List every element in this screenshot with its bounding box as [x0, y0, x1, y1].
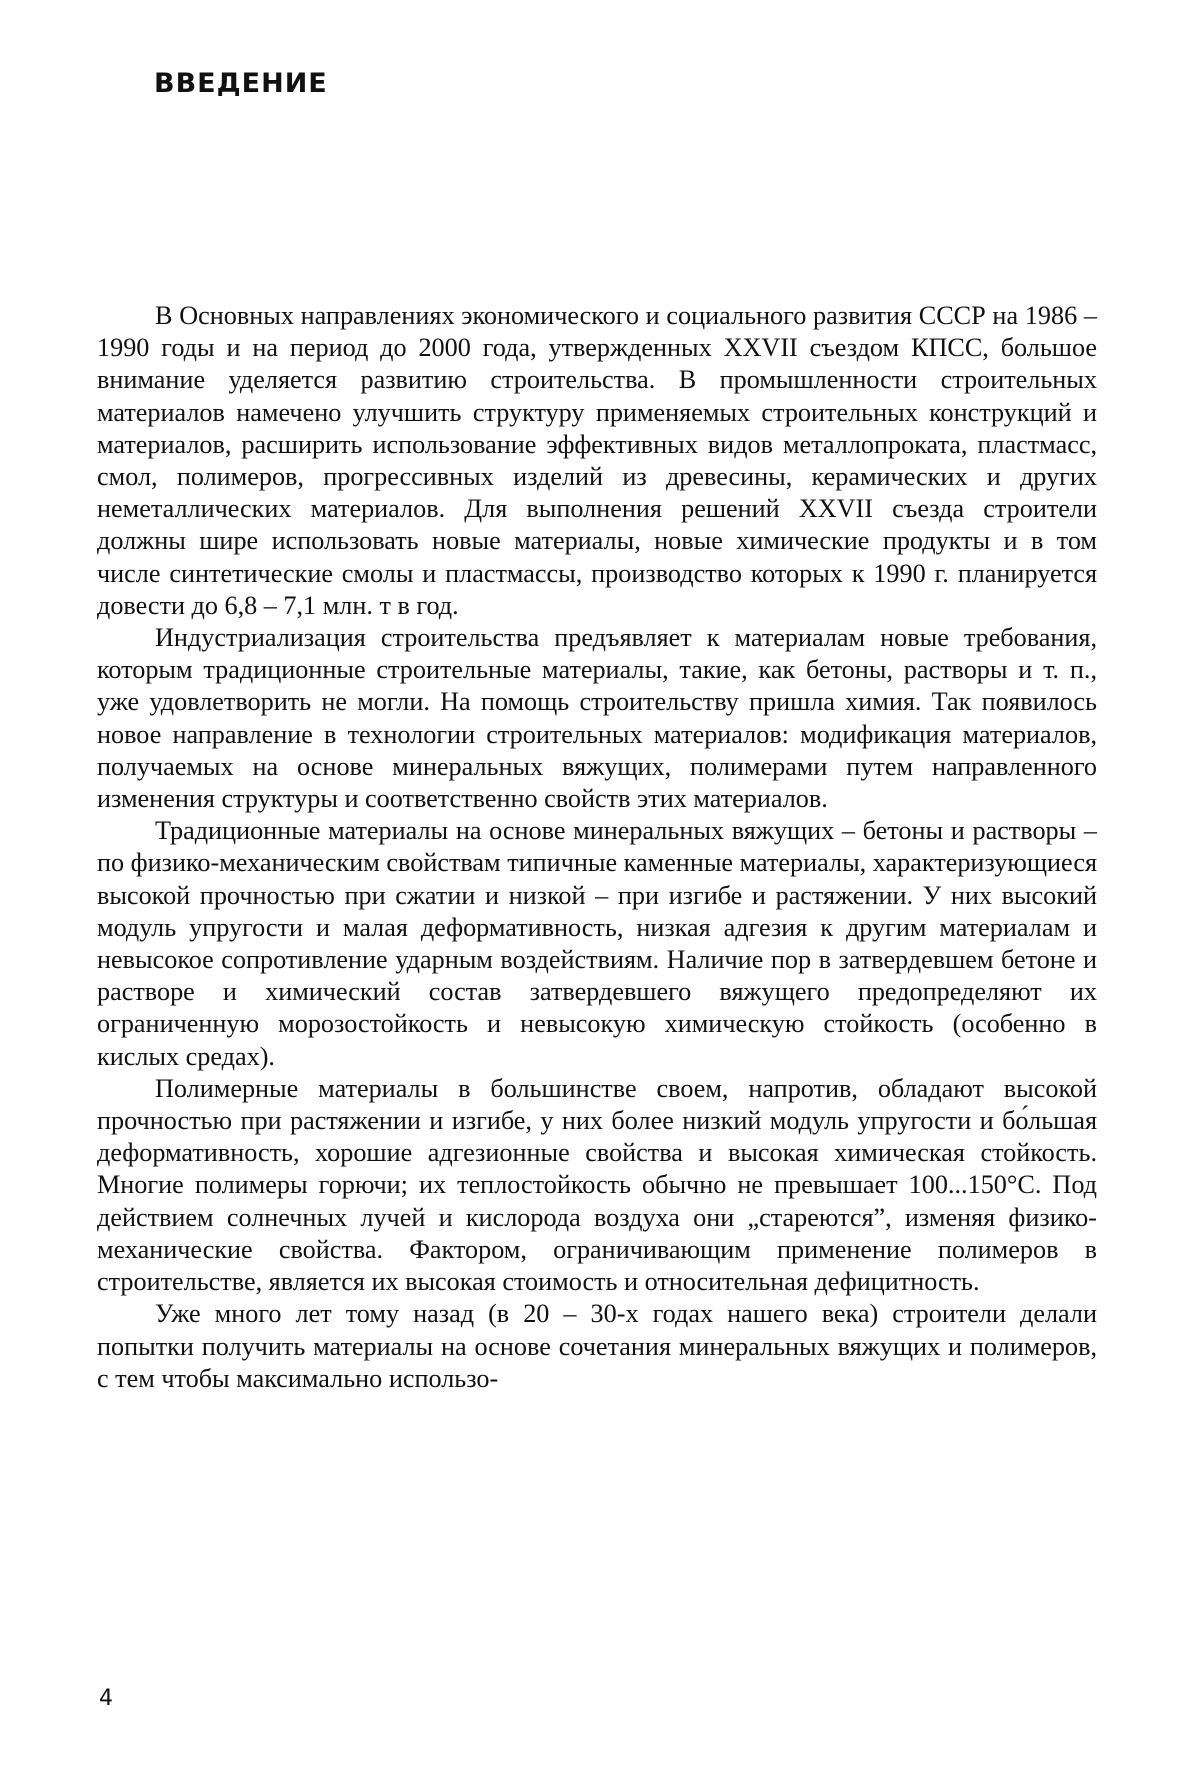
paragraph: Традиционные материалы на основе минеральных вяжущих – бетоны и растворы – по физико-механическим свойствам типичные каменные материалы, характеризующиеся высокой прочностью при сжатии и низкой – при изгибе и растяжении. У них высокий модуль упругости и малая деформативность, низкая адгезия к другим материалам и невысокое сопротивление ударным воздействиям. Наличие пор в затвердевшем бетоне и растворе и химический состав затвердевшего вяжущего предопределяют их ограниченную морозостойкость и невысокую химическую стойкость (особенно в кислых средах). — [97, 816, 1097, 1071]
paragraph: В Основных направлениях экономического и социального развития СССР на 1986 – 1990 годы и на период до 2000 года, утвержденных XXVII съездом КПСС, большое внимание уделяется развитию строительства. В промышленности строительных материалов намечено улучшить структуру применяемых строительных конструкций и материалов, расширить использование эффективных видов металлопроката, пластмасс, смол, полимеров, прогрессивных изделий из древесины, керамических и других неметаллических материалов. Для выполнения решений XXVII съезда строители должны шире использовать новые материалы, новые химические продукты и в том числе синтетические смолы и пластмассы, производство которых к 1990 г. планируется довести до 6,8 – 7,1 млн. т в год. — [97, 301, 1097, 620]
paragraph: Уже много лет тому назад (в 20 – 30-х годах нашего века) строители делали попытки получить материалы на основе сочетания минеральных вяжущих и полимеров, с тем чтобы максимально использо- — [97, 1299, 1097, 1393]
body-text — [97, 300, 1097, 1395]
chapter-heading: ВВЕДЕНИЕ — [154, 68, 328, 99]
paragraph: Полимерные материалы в большинстве своем, напротив, обладают высокой прочностью при растяжении и изгибе, у них более низкий модуль упругости и бо́льшая деформативность, хорошие адгезионные свойства и высокая химическая стойкость. Многие полимеры горючи; их теплостойкость обычно не превышает 100...150°С. Под действием солнечных лучей и кислорода воздуха они „стареются”, изменяя физико-механические свойства. Фактором, ограничивающим применение полимеров в строительстве, является их высокая стоимость и относительная дефицитность. — [97, 1073, 1097, 1297]
page-number: 4 — [99, 1686, 113, 1711]
paragraph: Индустриализация строительства предъявляет к материалам новые требования, которым традиционные строительные материалы, такие, как бетоны, растворы и т. п., уже удовлетворить не могли. На помощь строительству пришла химия. Так появилось новое направление в технологии строительных материалов: модификация материалов, получаемых на основе минеральных вяжущих, полимерами путем направленного изменения структуры и соответственно свойств этих материалов. — [97, 623, 1097, 814]
